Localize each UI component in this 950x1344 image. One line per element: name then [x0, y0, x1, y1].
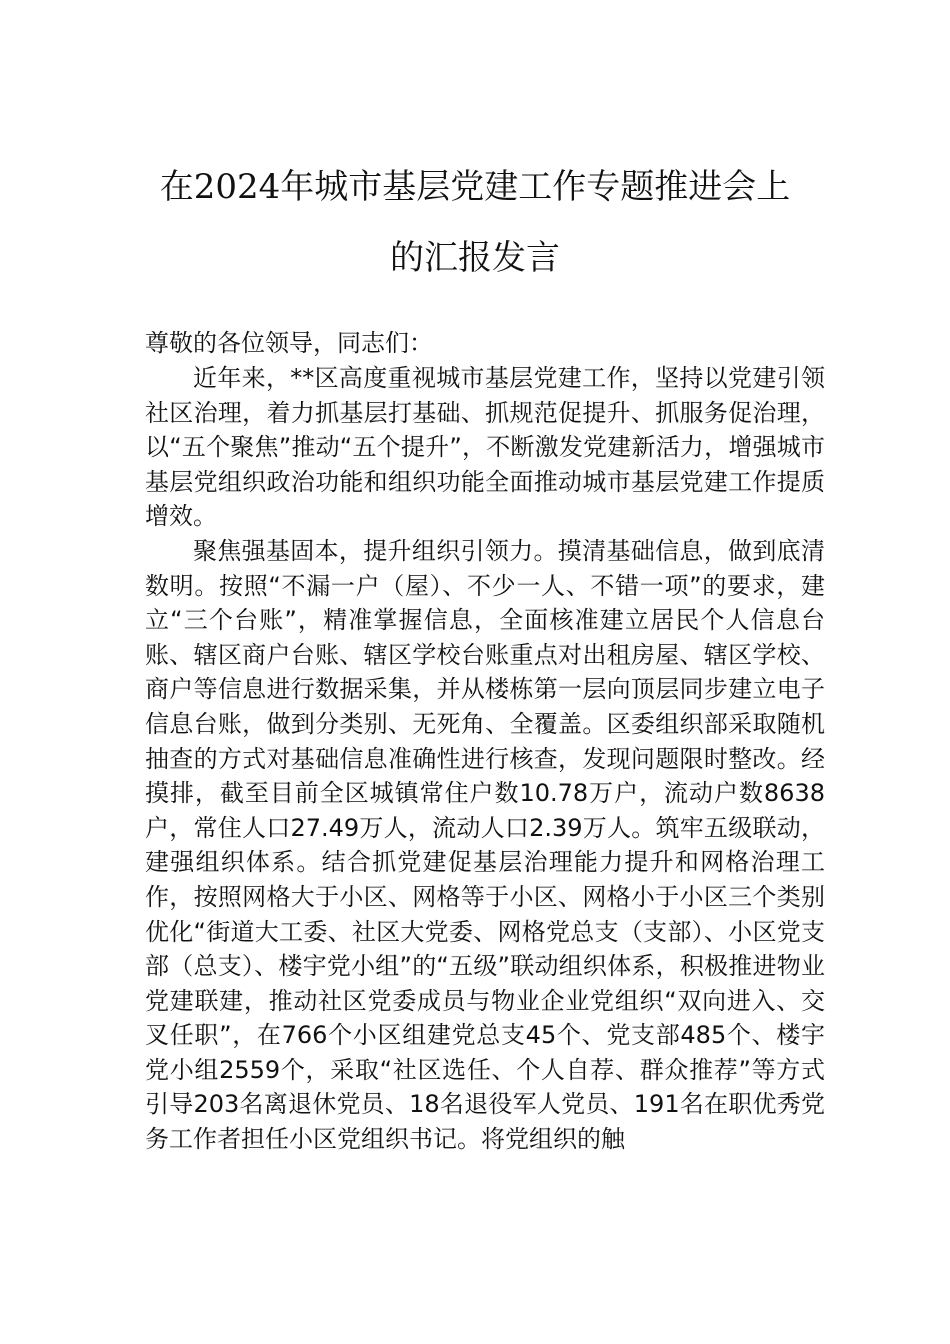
paragraph-main: 聚焦强基固本，提升组织引领力。摸清基础信息，做到底清数明。按照“不漏一户（屋）、不少一人、不错一项”的要求，建立“三个台账”，精准掌握信息，全面核准建立居民个人信息台账、辖区商户台账、辖区学校台账重点对出租房屋、辖区学校、商户等信息进行数据采集，并从楼栋第一层向顶层同步建立电子信息台账，做到分类别、无死角、全覆盖。区委组织部采取随机抽查的方式对基础信息准确性进行核查，发现问题限时整改。经摸排，截至目前全区城镇常住户数10.78万户，流动户数8638户，常住人口27.49万人，流动人口2.39万人。筑牢五级联动，建强组织体系。结合抓党建促基层治理能力提升和网格治理工作，按照网格大于小区、网格等于小区、网格小于小区三个类别优化“街道大工委、社区大党委、网格党总支（支部）、小区党支部（总支）、楼宇党小组”的“五级”联动组织体系，积极推进物业党建联建，推动社区党委成员与物业企业党组织“双向进入、交叉任职”，在766个小区组建党总支45个、党支部485个、楼宇党小组2559个，采取“社区选任、个人自荐、群众推荐”等方式引导203名离退休党员、18名退役军人党员、191名在职优秀党务工作者担任小区党组织书记。将党组织的触 — [145, 536, 825, 1154]
paragraph-intro: 近年来，**区高度重视城市基层党建工作，坚持以党建引领社区治理，着力抓基层打基础、抓规范促提升、抓服务促治理，以“五个聚焦”推动“五个提升”，不断激发党建新活力，增强城市基层党组织政治功能和组织功能全面推动城市基层党建工作提质增效。 — [145, 364, 825, 531]
document-title-line-1: 在2024年城市基层党建工作专题推进会上 — [159, 167, 791, 207]
document-body — [145, 361, 825, 1157]
document-title-line-2: 的汇报发言 — [390, 238, 560, 278]
salutation: 尊敬的各位领导，同志们： — [145, 329, 433, 357]
